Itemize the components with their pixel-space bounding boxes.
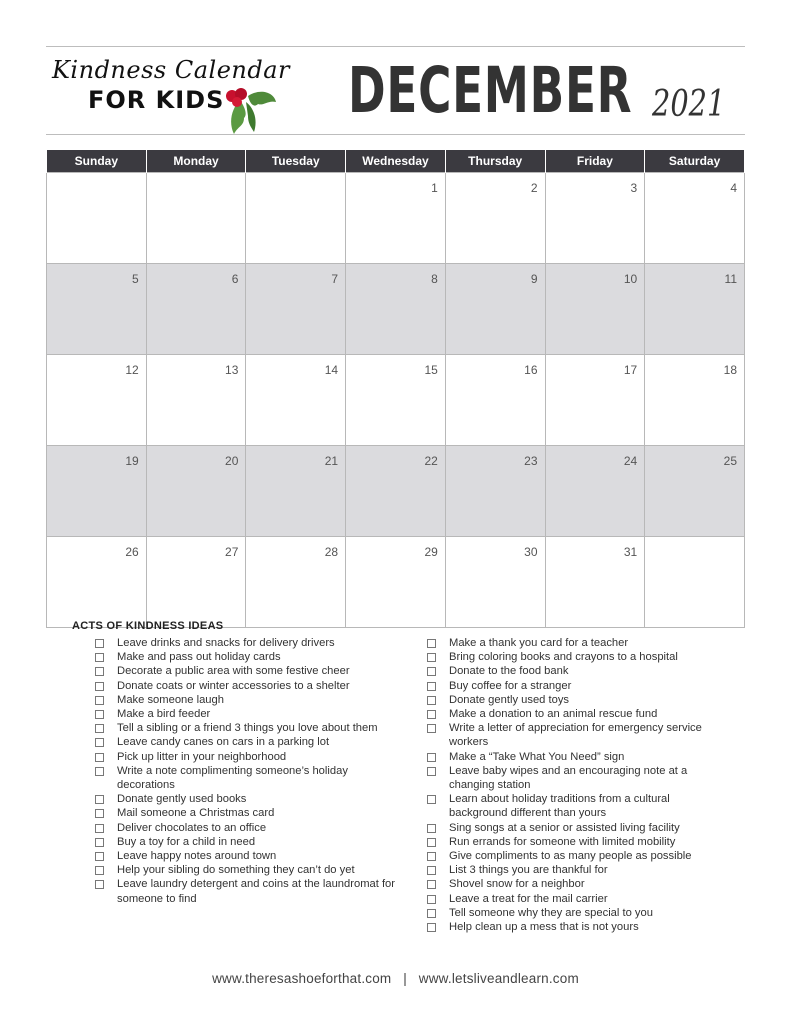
logo-subtitle: FOR KIDS: [88, 86, 225, 114]
idea-text: Make and pass out holiday cards: [117, 651, 281, 664]
checkbox[interactable]: [95, 653, 104, 662]
idea-text: Leave baby wipes and an encouraging note at a changing station: [449, 764, 688, 792]
idea-text: Learn about holiday traditions from a cultural background different than yours: [449, 793, 670, 820]
day-cell: 13: [146, 355, 246, 446]
day-cell: 26: [47, 537, 147, 628]
list-item: [427, 750, 727, 764]
checkbox[interactable]: [427, 710, 436, 719]
idea-text: Bring coloring books and crayons to a hospital: [449, 651, 678, 664]
checkbox[interactable]: [427, 852, 436, 861]
year-title: 2021: [652, 84, 726, 125]
ideas-list-left: [95, 636, 395, 906]
list-item: [427, 821, 727, 835]
idea-text: Make a donation to an animal rescue fund: [449, 708, 658, 721]
top-rule: [46, 46, 745, 47]
day-cell: 1: [346, 173, 446, 264]
idea-text: Pick up litter in your neighborhood: [117, 750, 287, 763]
idea-text: Deliver chocolates to an office: [117, 821, 267, 834]
list-item: [427, 721, 727, 749]
header-rule: [46, 134, 745, 135]
checkbox[interactable]: [427, 909, 436, 918]
day-cell: 22: [346, 446, 446, 537]
list-item: [427, 693, 727, 707]
week-row: [47, 537, 745, 628]
list-item: [427, 679, 727, 693]
idea-text: Leave a treat for the mail carrier: [449, 892, 608, 905]
checkbox[interactable]: [427, 724, 436, 733]
week-row: [47, 355, 745, 446]
checkbox[interactable]: [95, 738, 104, 747]
day-cell: 10: [545, 264, 645, 355]
idea-text: Make a thank you card for a teacher: [449, 637, 629, 649]
idea-text: Make someone laugh: [117, 693, 224, 706]
footer-links: www.theresashoeforthat.com | www.letsliveandlearn.com: [212, 971, 579, 986]
month-title: DECEMBER: [348, 54, 633, 127]
day-cell: 28: [246, 537, 346, 628]
list-item: [95, 764, 395, 792]
list-item: [95, 821, 395, 835]
idea-text: Sing songs at a senior or assisted living facility: [449, 821, 680, 834]
list-item: [95, 735, 395, 749]
idea-text: Donate gently used toys: [449, 693, 570, 706]
checkbox[interactable]: [427, 653, 436, 662]
day-cell: 29: [346, 537, 446, 628]
day-cell: 30: [445, 537, 545, 628]
day-cell: 2: [445, 173, 545, 264]
weekday-header-row: [47, 150, 745, 173]
list-item: [427, 920, 727, 934]
idea-text: Write a letter of appreciation for emergency service workers: [449, 722, 702, 749]
list-item: [95, 636, 395, 650]
day-cell: 4: [645, 173, 745, 264]
calendar-grid: [46, 150, 745, 628]
weekday-friday: Friday: [545, 150, 645, 173]
list-item: [95, 792, 395, 806]
day-cell: 21: [246, 446, 346, 537]
checkbox[interactable]: [95, 639, 104, 648]
day-cell: 7: [246, 264, 346, 355]
list-item: [95, 835, 395, 849]
idea-text: Leave drinks and snacks for delivery drivers: [117, 637, 335, 649]
list-item: [427, 636, 727, 650]
idea-text: List 3 things you are thankful for: [449, 864, 608, 877]
day-cell: [146, 173, 246, 264]
checkbox[interactable]: [95, 696, 104, 705]
day-cell: 25: [645, 446, 745, 537]
checkbox[interactable]: [427, 753, 436, 762]
idea-text: Make a “Take What You Need” sign: [449, 750, 625, 763]
day-cell: 31: [545, 537, 645, 628]
day-cell: 9: [445, 264, 545, 355]
list-item: [95, 863, 395, 877]
checkbox[interactable]: [95, 710, 104, 719]
list-item: [427, 764, 727, 792]
checkbox[interactable]: [95, 809, 104, 818]
day-cell: 20: [146, 446, 246, 537]
day-cell: [47, 173, 147, 264]
checkbox[interactable]: [427, 767, 436, 776]
idea-text: Donate coats or winter accessories to a shelter: [117, 679, 350, 692]
checkbox[interactable]: [427, 639, 436, 648]
idea-text: Write a note complimenting someone’s holiday decorations: [117, 764, 348, 792]
day-cell: 19: [47, 446, 147, 537]
checkbox[interactable]: [427, 667, 436, 676]
day-cell: 6: [146, 264, 246, 355]
list-item: [95, 707, 395, 721]
list-item: [427, 877, 727, 891]
idea-text: Run errands for someone with limited mobility: [449, 835, 676, 848]
day-cell: 23: [445, 446, 545, 537]
idea-text: Help clean up a mess that is not yours: [449, 921, 639, 934]
day-cell: 16: [445, 355, 545, 446]
checkbox[interactable]: [95, 682, 104, 691]
idea-text: Buy a toy for a child in need: [117, 835, 256, 848]
day-cell: 14: [246, 355, 346, 446]
list-item: [427, 792, 727, 820]
weekday-tuesday: Tuesday: [246, 150, 346, 173]
checkbox[interactable]: [95, 795, 104, 804]
list-item: [427, 664, 727, 678]
list-item: [427, 863, 727, 877]
holly-icon: [218, 82, 278, 138]
checkbox[interactable]: [427, 795, 436, 804]
idea-text: Donate gently used books: [117, 793, 247, 806]
list-item: [427, 892, 727, 906]
checkbox[interactable]: [427, 923, 436, 932]
checkbox[interactable]: [427, 880, 436, 889]
day-cell: 24: [545, 446, 645, 537]
day-cell: 18: [645, 355, 745, 446]
checkbox[interactable]: [427, 696, 436, 705]
idea-text: Shovel snow for a neighbor: [449, 878, 585, 891]
day-cell: 15: [346, 355, 446, 446]
week-row: [47, 173, 745, 264]
list-item: [95, 721, 395, 735]
list-item: [427, 849, 727, 863]
list-item: [95, 650, 395, 664]
checkbox[interactable]: [427, 838, 436, 847]
checkbox[interactable]: [95, 838, 104, 847]
week-row: [47, 446, 745, 537]
list-item: [427, 707, 727, 721]
week-row: [47, 264, 745, 355]
idea-text: Help your sibling do something they can’t do yet: [117, 864, 355, 877]
list-item: [95, 750, 395, 764]
weekday-sunday: Sunday: [47, 150, 147, 173]
idea-text: Give compliments to as many people as possible: [449, 850, 692, 863]
list-item: [95, 877, 395, 905]
idea-text: Leave happy notes around town: [117, 850, 277, 863]
weekday-wednesday: Wednesday: [346, 150, 446, 173]
day-cell: 17: [545, 355, 645, 446]
day-cell: [246, 173, 346, 264]
checkbox[interactable]: [95, 880, 104, 889]
checkbox[interactable]: [95, 767, 104, 776]
idea-text: Buy coffee for a stranger: [449, 679, 572, 692]
weekday-thursday: Thursday: [445, 150, 545, 173]
list-item: [95, 849, 395, 863]
idea-text: Donate to the food bank: [449, 665, 569, 678]
weekday-saturday: Saturday: [645, 150, 745, 173]
list-item: [95, 664, 395, 678]
checkbox[interactable]: [95, 667, 104, 676]
idea-text: Tell someone why they are special to you: [449, 906, 653, 919]
checkbox[interactable]: [427, 824, 436, 833]
idea-text: Tell a sibling or a friend 3 things you love about them: [117, 722, 378, 735]
idea-text: Decorate a public area with some festive cheer: [117, 665, 350, 678]
day-cell: 12: [47, 355, 147, 446]
list-item: [427, 835, 727, 849]
day-cell: 3: [545, 173, 645, 264]
idea-text: Mail someone a Christmas card: [117, 807, 275, 820]
checkbox[interactable]: [427, 682, 436, 691]
day-cell: 5: [47, 264, 147, 355]
day-cell: 11: [645, 264, 745, 355]
logo-title: Kindness Calendar: [52, 56, 290, 84]
idea-text: Make a bird feeder: [117, 708, 211, 721]
checkbox[interactable]: [95, 753, 104, 762]
ideas-heading: ACTS OF KINDNESS IDEAS: [72, 620, 224, 632]
weekday-monday: Monday: [146, 150, 246, 173]
checkbox[interactable]: [95, 852, 104, 861]
checkbox[interactable]: [427, 866, 436, 875]
list-item: [95, 806, 395, 820]
day-cell: [645, 537, 745, 628]
checkbox[interactable]: [95, 824, 104, 833]
list-item: [95, 679, 395, 693]
ideas-list-right: [427, 636, 727, 934]
day-cell: 27: [146, 537, 246, 628]
checkbox[interactable]: [427, 895, 436, 904]
idea-text: Leave candy canes on cars in a parking lot: [117, 736, 330, 749]
list-item: [95, 693, 395, 707]
checkbox[interactable]: [95, 866, 104, 875]
checkbox[interactable]: [95, 724, 104, 733]
list-item: [427, 906, 727, 920]
idea-text: Leave laundry detergent and coins at the laundromat for someone to find: [117, 878, 396, 905]
list-item: [427, 650, 727, 664]
day-cell: 8: [346, 264, 446, 355]
